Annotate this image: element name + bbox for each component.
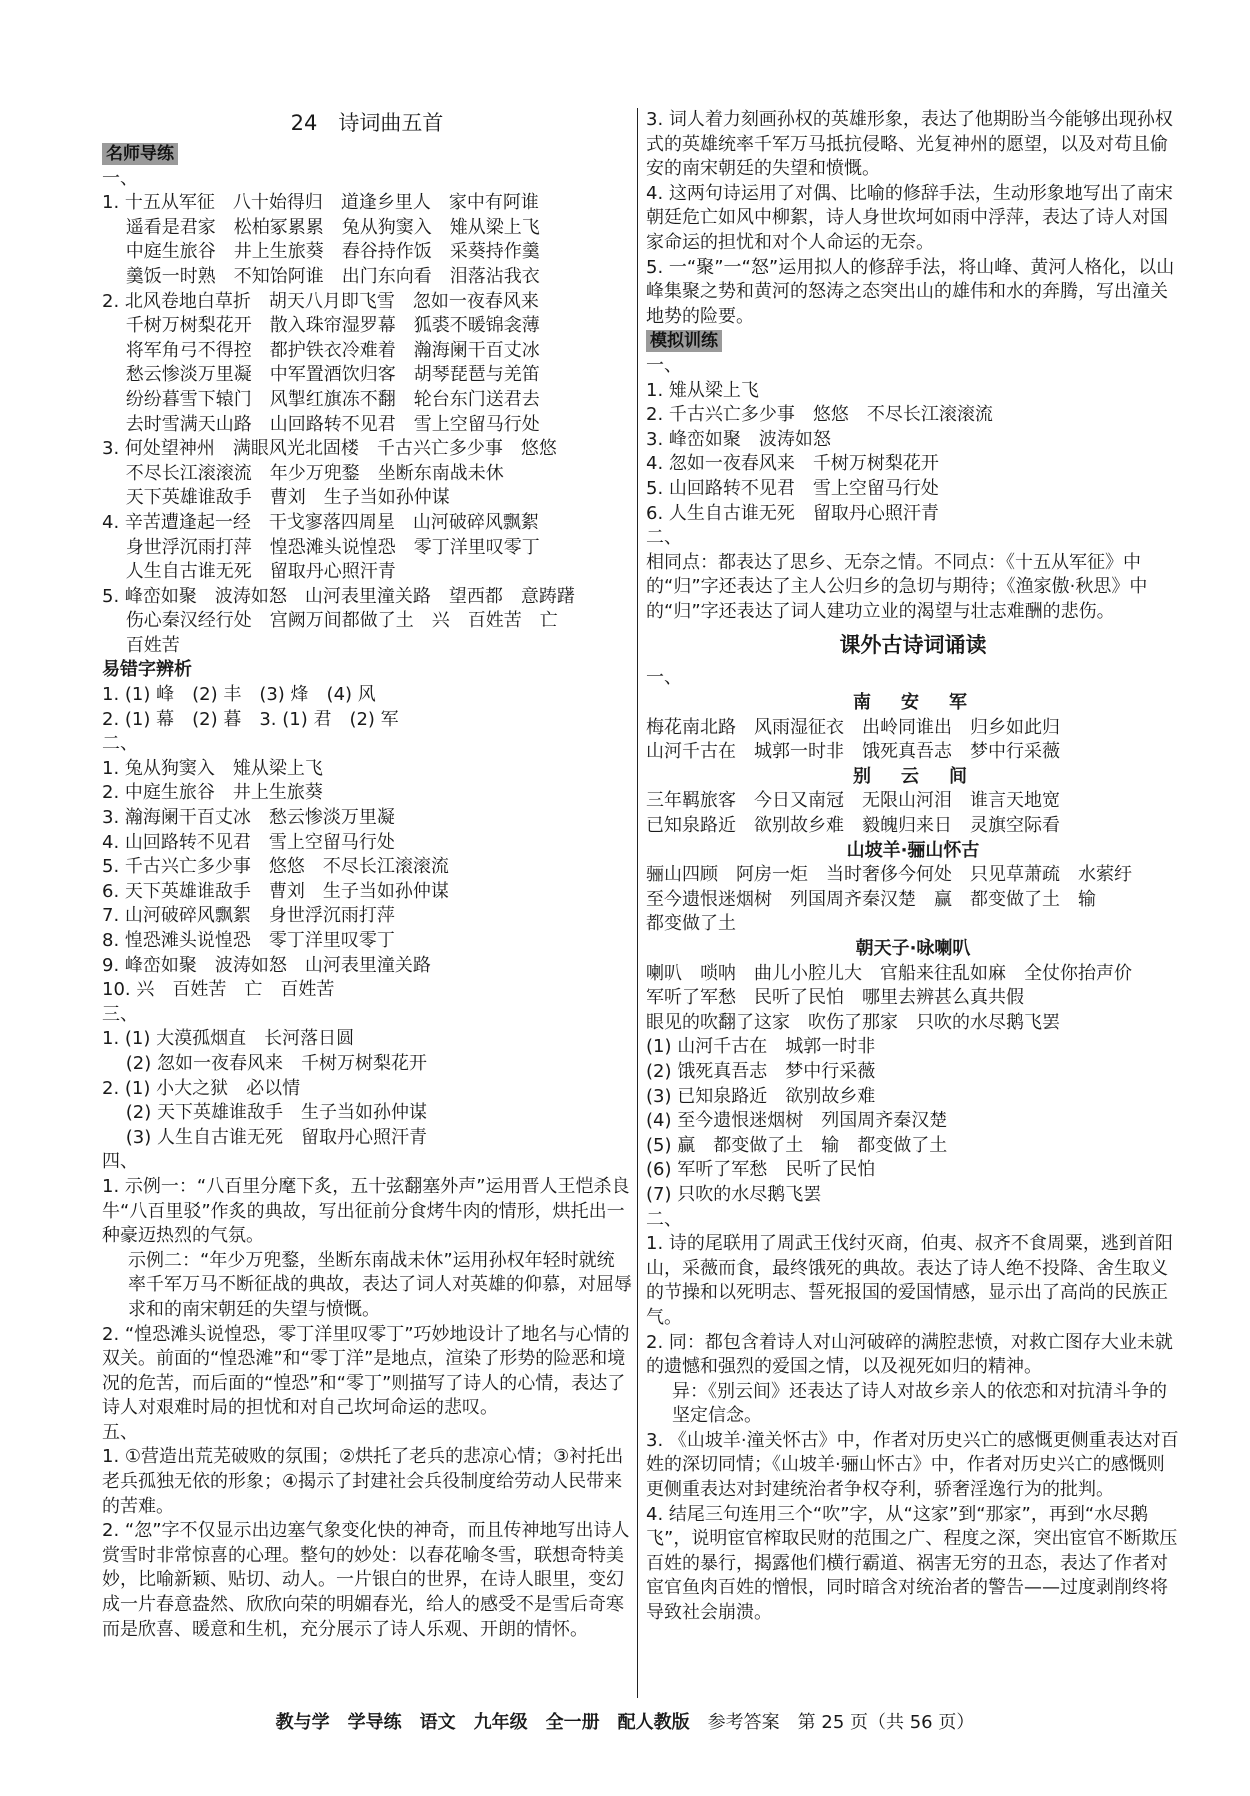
text-line: (2) 饿死真吾志 梦中行采薇 xyxy=(646,1060,876,1082)
text-line: 1. 十五从军征 八十始得归 道逢乡里人 家中有阿谁 xyxy=(102,192,539,214)
text-line: 一、 xyxy=(102,167,138,189)
text-line: 6. 天下英雄谁敌手 曹刘 生子当如孙仲谋 xyxy=(102,880,449,902)
text-line: (5) 赢 都变做了土 输 都变做了土 xyxy=(646,1134,948,1156)
poem-line: 梅花南北路 风雨湿征衣 出岭同谁出 归乡如此归 xyxy=(646,716,1060,738)
answer-paragraph: 4. 这两句诗运用了对偶、比喻的修辞手法，生动形象地写出了南宋朝廷危亡如风中柳絮，诗人身世坎坷如雨中浮萍，表达了诗人对国家命运的担忧和对个人命运的无奈。 xyxy=(646,182,1173,253)
answer-paragraph: 示例二：“年少万兜鍪，坐断东南战未休”运用孙权年轻时就统率千军万马不断征战的典故，表达了词人对英雄的仰慕，对屈辱求和的南宋朝廷的失望与愤慨。 xyxy=(128,1249,632,1320)
text-line: 2. 千古兴亡多少事 悠悠 不尽长江滚滚流 xyxy=(646,404,993,426)
text-line: 4. 忽如一夜春风来 千树万树梨花开 xyxy=(646,453,939,475)
section-title: 课外古诗词诵读 xyxy=(839,633,987,658)
text-line: 身世浮沉雨打萍 惶恐滩头说惶恐 零丁洋里叹零丁 xyxy=(102,536,540,558)
text-line: (2) 忽如一夜春风来 千树万树梨花开 xyxy=(102,1052,427,1074)
answer-paragraph: 1. 示例一：“八百里分麾下炙，五十弦翻塞外声”运用晋人王恺杀良牛“八百里驳”作炙的典故，写出征前分食烤牛肉的情形，烘托出一种豪迈热烈的气氛。 xyxy=(102,1175,630,1247)
footer-brand: 教与学 学导练 语文 九年级 全一册 配人教版 xyxy=(275,1712,690,1733)
text-line: (3) 人生自古谁无死 留取丹心照汗青 xyxy=(102,1126,427,1148)
left-column xyxy=(102,108,632,1642)
text-line: (4) 至今遗恨迷烟树 列国周齐秦汉楚 xyxy=(646,1110,948,1132)
section-tag-practice: 模拟训练 xyxy=(646,330,722,352)
text-line: 1. (1) 大漠孤烟直 长河落日圆 xyxy=(102,1028,355,1050)
answer-paragraph: 5. 一“聚”一“怒”运用拟人的修辞手法，将山峰、黄河人格化，以山峰集聚之势和黄河的怒涛之态突出山的雄伟和水的奔腾，写出潼关地势的险要。 xyxy=(646,256,1175,327)
text-line: 2. 中庭生旅谷 井上生旅葵 xyxy=(102,782,323,804)
answer-paragraph: 1. ①营造出荒芜破败的氛围；②烘托了老兵的悲凉心情；③衬托出老兵孤独无依的形象；④揭示了封建社会兵役制度给劳动人民带来的苦难。 xyxy=(102,1446,624,1517)
text-line: 1. 雉从梁上飞 xyxy=(646,379,759,401)
text-line: 遥看是君家 松柏冢累累 兔从狗窦入 雉从梁上飞 xyxy=(102,216,540,238)
text-line: 羹饭一时熟 不知饴阿谁 出门东向看 泪落沾我衣 xyxy=(102,265,540,287)
poem-line: 三年羁旅客 今日又南冠 无限山河泪 谁言天地宽 xyxy=(646,790,1060,812)
text-line: 一、 xyxy=(646,354,682,376)
text-line: (3) 已知泉路近 欲别故乡难 xyxy=(646,1085,876,1107)
answer-paragraph: 1. 诗的尾联用了周武王伐纣灭商，伯夷、叔齐不食周粟，逃到首阳山，采薇而食，最终饿死的典故。表达了诗人绝不投降、舍生取义的节操和以死明志、誓死报国的爱国情感，显示出了高尚的民族正气。 xyxy=(646,1233,1173,1328)
section-tag-guide: 名师导练 xyxy=(102,143,178,165)
text-line: (2) 天下英雄谁敌手 生子当如孙仲谋 xyxy=(102,1102,427,1124)
poem-line: 都变做了土 xyxy=(646,913,736,935)
text-line: 2. (1) 幕 (2) 暮 3. (1) 君 (2) 军 xyxy=(102,708,399,730)
text-line: (7) 只吹的水尽鹅飞罢 xyxy=(646,1183,822,1205)
text-line: 8. 惶恐滩头说惶恐 零丁洋里叹零丁 xyxy=(102,930,395,951)
answer-paragraph: 异：《别云间》还表达了诗人对故乡亲人的依恋和对抗清斗争的坚定信念。 xyxy=(672,1380,1167,1427)
tag-row xyxy=(102,142,632,167)
section-label: 五、 xyxy=(102,1421,138,1443)
text-line: 一、 xyxy=(646,667,682,689)
text-line: 伤心秦汉经行处 宫阙万间都做了土 兴 百姓苦 亡 xyxy=(102,610,558,632)
answer-paragraph: 相同点：都表达了思乡、无奈之情。不同点：《十五从军征》中的“归”字还表达了主人公归乡的急切与期待；《渔家傲·秋思》中的“归”字还表达了词人建功立业的渴望与壮志难酬的悲伤。 xyxy=(646,551,1148,622)
poem-line: 喇叭 唢呐 曲儿小腔儿大 官船来往乱如麻 全仗你抬声价 xyxy=(646,962,1132,984)
text-line: 5. 山回路转不见君 雪上空留马行处 xyxy=(646,477,939,499)
text-line: 6. 人生自古谁无死 留取丹心照汗青 xyxy=(646,502,939,524)
answer-paragraph: 2. “惶恐滩头说惶恐，零丁洋里叹零丁”巧妙地设计了地名与心情的双关。前面的“惶恐滩”和“零丁洋”是地点，渲染了形势的险恶和境况的危苦，而后面的“惶恐”和“零丁”则描写了诗人的心情，表达了诗人对艰难时局的担忧和对自己坎坷命运的悲叹。 xyxy=(102,1323,630,1419)
text-line: 二、 xyxy=(646,1208,682,1230)
text-line: 去时雪满天山路 山回路转不见君 雪上空留马行处 xyxy=(102,413,540,435)
text-line: 3. 峰峦如聚 波涛如怒 xyxy=(646,428,831,450)
text-line: 1. (1) 峰 (2) 丰 (3) 烽 (4) 风 xyxy=(102,684,376,706)
text-line: 二、 xyxy=(102,733,138,755)
answer-paragraph: 4. 结尾三句连用三个“吹”字，从“这家”到“那家”，再到“水尽鹅飞”，说明宦官榨取民财的范围之广、程度之深，突出宦官不断欺压百姓的暴行，揭露他们横行霸道、祸害无穷的丑态，表达了作者对宦官鱼肉百姓的憎恨，同时暗含对统治者的警告——过度剥削终将导致社会崩溃。 xyxy=(646,1503,1178,1624)
answer-paragraph: 2. “忽”字不仅显示出边塞气象变化快的神奇，而且传神地写出诗人赏雪时非常惊喜的心理。整句的妙处：以春花喻冬雪，联想奇特美妙，比喻新颖、贴切、动人。一片银白的世界，在诗人眼里，变幻成一片春意盎然、欣欣向荣的明媚春光，给人的感受不是雪后奇寒而是欣喜、暖意和生机，充分展示了诗人乐观、开朗的情怀。 xyxy=(102,1520,630,1640)
answer-paragraph: 3. 词人着力刻画孙权的英雄形象，表达了他期盼当今能够出现孙权式的英雄统率千军万马抵抗侵略、光复神州的愿望，以及对苟且偷安的南宋朝廷的失望和愤慨。 xyxy=(646,109,1173,180)
text-line: 千树万树梨花开 散入珠帘湿罗幕 狐裘不暖锦衾薄 xyxy=(102,315,540,337)
poem-title: 南 安 军 xyxy=(853,692,973,714)
page-footer xyxy=(0,1708,1250,1734)
poem-title: 朝天子·咏喇叭 xyxy=(855,938,971,959)
text-line: 百姓苦 xyxy=(102,634,180,656)
text-line: 2. 北风卷地白草折 胡天八月即飞雪 忽如一夜春风来 xyxy=(102,290,539,312)
footer-page-number: 第 25 页（共 56 页） xyxy=(797,1712,975,1733)
poem-line: 至今遗恨迷烟树 列国周齐秦汉楚 赢 都变做了土 输 xyxy=(646,888,1096,910)
text-line: 四、 xyxy=(102,1151,138,1173)
text-line: 5. 千古兴亡多少事 悠悠 不尽长江滚滚流 xyxy=(102,856,449,878)
text-line: 2. (1) 小大之狱 必以情 xyxy=(102,1077,301,1099)
text-line: 4. 辛苦遭逢起一经 干戈寥落四周星 山河破碎风飘絮 xyxy=(102,511,539,533)
poem-line: 眼见的吹翻了这家 吹伤了那家 只吹的水尽鹅飞罢 xyxy=(646,1011,1060,1033)
text-line: (6) 军听了军愁 民听了民怕 xyxy=(646,1159,876,1181)
text-line: 4. 山回路转不见君 雪上空留马行处 xyxy=(102,831,395,853)
text-line: 1. 兔从狗窦入 雉从梁上飞 xyxy=(102,757,323,779)
text-line: 3. 瀚海阑干百丈冰 愁云惨淡万里凝 xyxy=(102,807,395,829)
text-line: 不尽长江滚滚流 年少万兜鍪 坐断东南战未休 xyxy=(102,462,504,484)
text-line: 7. 山河破碎风飘絮 身世浮沉雨打萍 xyxy=(102,905,395,927)
poem-line: 已知泉路近 欲别故乡难 毅魄归来日 灵旗空际看 xyxy=(646,815,1060,837)
text-line: 中庭生旅谷 井上生旅葵 舂谷持作饭 采葵持作羹 xyxy=(102,241,540,263)
lesson-title: 24 诗词曲五首 xyxy=(290,111,444,135)
text-line: 人生自古谁无死 留取丹心照汗青 xyxy=(102,561,396,583)
poem-title: 别 云 间 xyxy=(853,765,973,787)
poem-line: 军听了军愁 民听了民怕 哪里去辨甚么真共假 xyxy=(646,987,1024,1009)
column-divider xyxy=(637,108,638,1698)
footer-label: 参考答案 xyxy=(707,1712,780,1733)
tag-row xyxy=(646,329,1180,354)
answer-paragraph: 2. 同：都包含着诗人对山河破碎的满腔悲愤，对救亡图存大业未就的遗憾和强烈的爱国之情，以及视死如归的精神。 xyxy=(646,1331,1173,1378)
text-line: 10. 兴 百姓苦 亡 百姓苦 xyxy=(102,979,335,1001)
poem-line: 骊山四顾 阿房一炬 当时奢侈今何处 只见草萧疏 水萦纡 xyxy=(646,864,1132,886)
text-line: 纷纷暮雪下辕门 风掣红旗冻不翻 轮台东门送君去 xyxy=(102,388,540,410)
text-line: 二、 xyxy=(646,527,682,549)
poem-title: 山坡羊·骊山怀古 xyxy=(846,839,980,861)
answer-paragraph: 3. 《山坡羊·潼关怀古》中，作者对历史兴亡的感慨更侧重表达对百姓的深切同情；《山坡羊·骊山怀古》中，作者对历史兴亡的感慨则更侧重表达对封建统治者争权夺利，骄奢淫逸行为的批判。 xyxy=(646,1429,1179,1501)
sub-heading: 易错字辨析 xyxy=(102,659,192,681)
text-line: 愁云惨淡万里凝 中军置酒饮归客 胡琴琵琶与羌笛 xyxy=(102,364,540,386)
text-line: 3. 何处望神州 满眼风光北固楼 千古兴亡多少事 悠悠 xyxy=(102,438,557,460)
text-line: (1) 山河千古在 城郭一时非 xyxy=(646,1036,876,1058)
text-line: 5. 峰峦如聚 波涛如怒 山河表里潼关路 望西都 意踌躇 xyxy=(102,585,575,607)
right-column xyxy=(646,108,1180,1626)
text-line: 天下英雄谁敌手 曹刘 生子当如孙仲谋 xyxy=(102,487,450,509)
poem-line: 山河千古在 城郭一时非 饿死真吾志 梦中行采薇 xyxy=(646,741,1060,763)
text-line: 9. 峰峦如聚 波涛如怒 山河表里潼关路 xyxy=(102,954,431,976)
text-line: 三、 xyxy=(102,1003,138,1025)
text-line: 将军角弓不得控 都护铁衣冷难着 瀚海阑干百丈冰 xyxy=(102,339,540,361)
